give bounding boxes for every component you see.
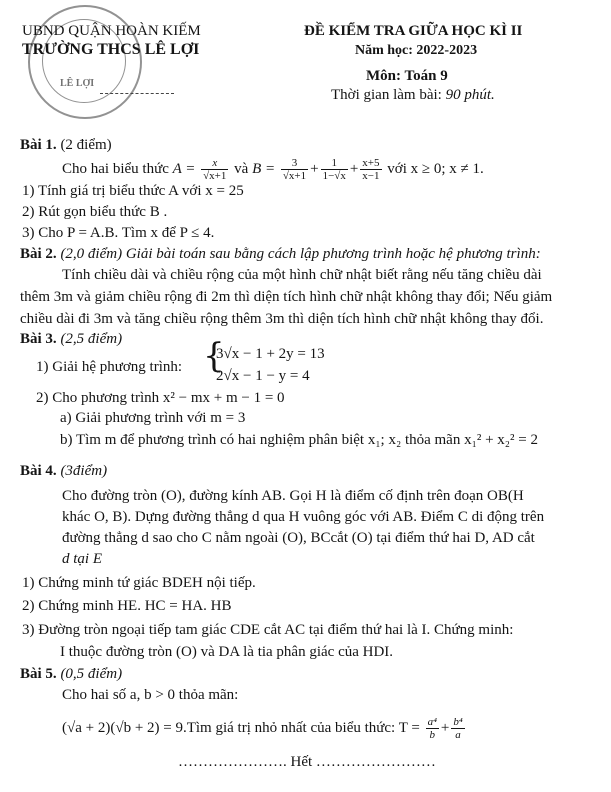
system-brace: { <box>203 336 225 376</box>
bai4-line3: đường thẳng d sao cho C nằm ngoài (O), BCcắt (O) tại điểm thứ hai D, AD cắt <box>62 530 535 546</box>
bai4-q1: 1) Chứng minh tứ giác BDEH nội tiếp. <box>22 575 256 591</box>
bai2-heading: Bài 2. (2,0 điểm) Giải bài toán sau bằng cách lập phương trình hoặc hệ phương trình: <box>20 246 541 262</box>
bai5-heading: Bài 5. (0,5 điểm) <box>20 666 123 682</box>
bai3-q2: 2) Cho phương trình x² − mx + m − 1 = 0 <box>36 390 285 406</box>
bai5-line1: Cho hai số a, b > 0 thỏa mãn: <box>62 687 239 703</box>
bai4-q3a: 3) Đường tròn ngoại tiếp tam giác CDE cắt AC tại điểm thứ hai là I. Chứng minh: <box>22 622 514 638</box>
bai3-q2a: a) Giải phương trình với m = 3 <box>60 410 246 426</box>
divider-dashes <box>100 93 174 94</box>
bai3-eq2: 2√x − 1 − y = 4 <box>216 368 310 384</box>
bai4-q2: 2) Chứng minh HE. HC = HA. HB <box>22 598 232 614</box>
bai3-heading: Bài 3. (2,5 điểm) <box>20 331 123 347</box>
bai2-line1: Tính chiều dài và chiều rộng của một hình chữ nhật biết rằng nếu tăng chiều dài <box>62 267 542 283</box>
stamp-text: LÊ LỢI <box>60 78 95 89</box>
end-marker: …………………. Hết …………………… <box>178 754 436 770</box>
bai2-line3: chiều dài đi 3m và tăng chiều rộng thêm 3m thì diện tích hình chữ nhật không thay đổi. <box>20 311 544 327</box>
school-year: Năm học: 2022-2023 <box>355 43 478 58</box>
exam-title: ĐỀ KIỂM TRA GIỮA HỌC KÌ II <box>304 23 523 39</box>
bai3-eq1: 3√x − 1 + 2y = 13 <box>216 346 325 362</box>
time-allowed: Thời gian làm bài: 90 phút. <box>331 87 495 103</box>
bai2-line2: thêm 3m và giảm chiều rộng đi 2m thì diện tích hình chữ nhật không thay đổi; Nếu giảm <box>20 289 553 305</box>
bai1-q2: 2) Rút gọn biểu thức B . <box>22 204 168 220</box>
bai1-q3: 3) Cho P = A.B. Tìm x để P ≤ 4. <box>22 225 215 241</box>
bai4-line2: khác O, B). Dựng đường thẳng d qua H vuông góc với AB. Điểm C di động trên <box>62 509 545 525</box>
subject: Môn: Toán 9 <box>366 68 448 84</box>
school-name: TRƯỜNG THCS LÊ LỢI <box>22 41 200 58</box>
bai1-q1: 1) Tính giá trị biểu thức A với x = 25 <box>22 183 244 199</box>
bai4-line1: Cho đường tròn (O), đường kính AB. Gọi H là điểm cố định trên đoạn OB(H <box>62 488 524 504</box>
bai3-q2b: b) Tìm m để phương trình có hai nghiệm phân biệt x₁; x₂ thỏa mãn x₁² + x₂² = 2 <box>60 432 538 448</box>
bai1-intro: Cho hai biểu thức A = $\frac{x}{√x+1}$ và B = $\frac{3}{√x+1}$ + $\frac{1}{1-√x}$ + $\frac{x+5}{x-1}$ với x ≥ 0; x ≠ 1. <box>62 157 484 183</box>
bai1-heading: Bài 1. (2 điểm) <box>20 137 112 153</box>
bai3-q1-label: 1) Giải hệ phương trình: <box>36 359 183 375</box>
district-name: UBND QUẬN HOÀN KIẾM <box>22 23 201 39</box>
bai4-heading: Bài 4. (3điểm) <box>20 463 108 479</box>
bai5-line2: (√a + 2)(√b + 2) = 9.Tìm giá trị nhỏ nhất của biểu thức: T = $\frac{\text{a⁴}}{b}$ + $\frac{\text{b⁴}}{a}$ <box>62 716 463 742</box>
bai4-q3b: I thuộc đường tròn (O) và DA là tia phân giác của HDI. <box>60 644 394 660</box>
bai4-line4: d tại E <box>62 551 102 567</box>
